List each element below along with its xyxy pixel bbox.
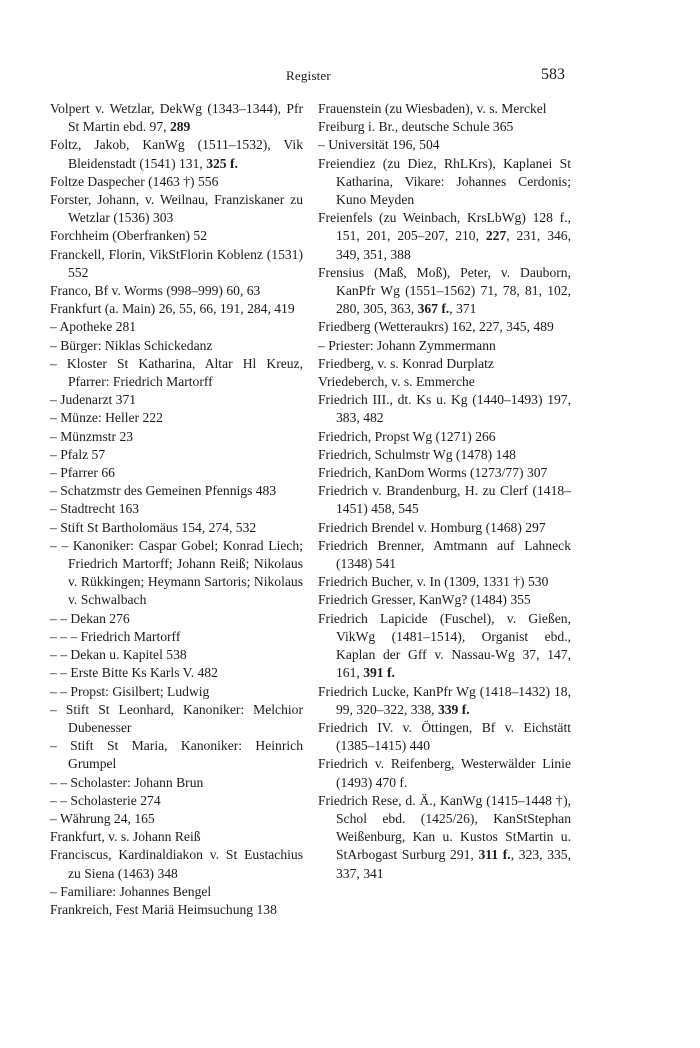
entry-text: – – Kanoniker: Caspar Gobel; Konrad Liech; Friedrich Martorff; Johann Reiß; Nikolaus v. Rükkingen; Heymann Sartoris; Nikolaus v. Schwalbach: [50, 537, 303, 608]
bold-page-ref: 311 f.: [478, 847, 511, 863]
entry-text: Franco, Bf v. Worms (998–999) 60, 63: [50, 283, 261, 299]
entry-text-tail: , 323, 335, 337, 341: [336, 847, 572, 881]
index-entry: [50, 409, 303, 427]
index-entry: [50, 391, 303, 409]
bold-page-ref: 289: [169, 119, 191, 135]
entry-text: Frankfurt, v. s. Johann Reiß: [50, 829, 201, 845]
entry-text: Friedrich Brenner, Amtmann auf Lahneck (1348) 541: [318, 537, 571, 572]
index-entry: [318, 428, 571, 446]
index-entry: [318, 537, 571, 573]
entry-text: – Stift St Leonhard, Kanoniker: Melchior Dubenesser: [50, 701, 303, 735]
bold-page-ref: 227: [485, 228, 507, 244]
entry-text-tail: , 231, 346, 349, 351, 388: [336, 228, 572, 262]
running-title: Register: [286, 68, 331, 83]
index-entry: [318, 118, 571, 136]
index-entry: [50, 300, 303, 318]
bold-page-ref: 367 f.: [417, 301, 450, 317]
entry-text: – Apotheke 281: [50, 319, 137, 335]
index-entry: [318, 482, 571, 518]
index-column-right: [318, 100, 571, 883]
entry-text: Friedrich IV. v. Öttingen, Bf v. Eichstätt (1385–1415) 440: [318, 719, 571, 754]
entry-text: Vriedeberch, v. s. Emmerche: [318, 374, 475, 390]
entry-text: Freienfels (zu Weinbach, KrsLbWg) 128 f., 151, 201, 205–207, 210,: [318, 210, 571, 244]
index-entry: [318, 355, 571, 373]
entry-text: Friedrich Lapicide (Fuschel), v. Gießen, VikWg (1481–1514), Organist ebd., Kaplan der Gff v. Nassau-Wg 37, 147, 161,: [318, 610, 571, 681]
index-entry: [318, 391, 571, 427]
index-entry: [50, 610, 303, 628]
entry-text: Friedrich Rese, d. Ä., KanWg (1415–1448 †), Schol ebd. (1425/26), KanStStephan Weißenburg, Kan u. Kustos StMartin u. StArbogast Surburg 291,: [318, 792, 571, 863]
index-entry: [318, 591, 571, 609]
index-entry: [50, 464, 303, 482]
entry-text: Frankreich, Fest Mariä Heimsuchung 138: [50, 901, 277, 917]
entry-text: – Universität 196, 504: [318, 137, 440, 153]
index-entry: [50, 482, 303, 500]
index-entry: [318, 155, 571, 210]
index-entry: [318, 683, 571, 719]
entry-text: – Pfarrer 66: [50, 465, 115, 481]
index-entry: [50, 246, 303, 282]
index-entry: [318, 373, 571, 391]
entry-text: Foltze Daspecher (1463 †) 556: [50, 173, 219, 189]
index-entry: [318, 318, 571, 336]
index-entry: [318, 100, 571, 118]
index-entry: [50, 828, 303, 846]
index-entry: [50, 701, 303, 737]
page-header: [0, 66, 700, 86]
entry-text: Franciscus, Kardinaldiakon v. St Eustachius zu Siena (1463) 348: [50, 847, 303, 881]
entry-text: – – Erste Bitte Ks Karls V. 482: [50, 665, 218, 681]
index-entry: [318, 264, 571, 319]
index-entry: [50, 664, 303, 682]
entry-text: Freiburg i. Br., deutsche Schule 365: [318, 119, 514, 135]
entry-text: Friedrich, Propst Wg (1271) 266: [318, 428, 496, 444]
page-number: 583: [541, 66, 565, 83]
index-column-left: [50, 100, 303, 919]
entry-text: Foltz, Jakob, KanWg (1511–1532), Vik Bleidenstadt (1541) 131,: [50, 137, 303, 171]
entry-text: Frankfurt (a. Main) 26, 55, 66, 191, 284, 419: [50, 301, 295, 317]
entry-text: – – – Friedrich Martorff: [50, 628, 181, 644]
entry-text: – Judenarzt 371: [50, 392, 137, 408]
index-entry: [50, 282, 303, 300]
index-entry: [318, 209, 571, 264]
index-entry: [50, 136, 303, 172]
entry-text: – Währung 24, 165: [50, 810, 155, 826]
entry-text: Friedrich Lucke, KanPfr Wg (1418–1432) 18, 99, 320–322, 338,: [318, 683, 571, 717]
entry-text-tail: , 371: [449, 301, 477, 317]
entry-text: Friedrich Gresser, KanWg? (1484) 355: [318, 592, 531, 608]
entry-text: – Stift St Maria, Kanoniker: Heinrich Grumpel: [50, 738, 303, 772]
index-entry: [318, 792, 571, 883]
entry-text: – Münze: Heller 222: [50, 410, 163, 426]
index-entry: [50, 227, 303, 245]
entry-text: – – Scholasterie 274: [50, 792, 161, 808]
entry-text: Frauenstein (zu Wiesbaden), v. s. Merckel: [318, 101, 547, 116]
index-entry: [318, 519, 571, 537]
index-entry: [50, 500, 303, 518]
entry-text: Franckell, Florin, VikStFlorin Koblenz (1531) 552: [50, 246, 303, 280]
entry-text: Friedberg, v. s. Konrad Durplatz: [318, 355, 494, 371]
entry-text: Friedrich Brendel v. Homburg (1468) 297: [318, 519, 546, 535]
index-entry: [50, 337, 303, 355]
entry-text: Friedberg (Wetteraukrs) 162, 227, 345, 489: [318, 319, 554, 335]
index-entry: [50, 737, 303, 773]
index-entry: [50, 537, 303, 610]
bold-page-ref: 325 f.: [206, 155, 238, 171]
index-entry: [318, 464, 571, 482]
index-entry: [50, 846, 303, 882]
index-entry: [50, 191, 303, 227]
index-entry: [318, 136, 571, 154]
index-entry: [50, 792, 303, 810]
entry-text: – – Dekan u. Kapitel 538: [50, 647, 187, 663]
bold-page-ref: 339 f.: [437, 701, 470, 717]
entry-text: – Pfalz 57: [50, 446, 106, 462]
index-entry: [50, 355, 303, 391]
entry-text: – Bürger: Niklas Schickedanz: [50, 337, 213, 353]
entry-text: Forchheim (Oberfranken) 52: [50, 228, 208, 244]
entry-text: Friedrich Bucher, v. In (1309, 1331 †) 530: [318, 574, 549, 590]
entry-text: Freiendiez (zu Diez, RhLKrs), Kaplanei St Katharina, Vikare: Johannes Cerdonis; Kuno Meyden: [318, 155, 571, 208]
index-entry: [50, 318, 303, 336]
index-entry: [50, 100, 303, 136]
index-entry: [318, 755, 571, 791]
index-entry: [50, 428, 303, 446]
index-entry: [50, 446, 303, 464]
entry-text: – – Scholaster: Johann Brun: [50, 774, 204, 790]
index-entry: [318, 573, 571, 591]
entry-text: Friedrich v. Reifenberg, Westerwälder Linie (1493) 470 f.: [318, 756, 571, 790]
entry-text: – – Propst: Gisilbert; Ludwig: [50, 683, 210, 699]
entry-text: – Stadtrecht 163: [50, 501, 140, 517]
entry-text: – – Dekan 276: [50, 610, 130, 626]
index-entry: [50, 810, 303, 828]
index-entry: [318, 446, 571, 464]
entry-text: – Münzmstr 23: [50, 428, 134, 444]
index-entry: [50, 901, 303, 919]
index-entry: [318, 610, 571, 683]
entry-text: – Familiare: Johannes Bengel: [50, 883, 212, 899]
entry-text: Friedrich III., dt. Ks u. Kg (1440–1493) 197, 383, 482: [318, 392, 571, 426]
entry-text: Frensius (Maß, Moß), Peter, v. Dauborn, KanPfr Wg (1551–1562) 71, 78, 81, 102, 280, 305, 363,: [318, 264, 571, 317]
entry-text: Forster, Johann, v. Weilnau, Franziskaner zu Wetzlar (1536) 303: [50, 192, 303, 226]
entry-text: Friedrich, Schulmstr Wg (1478) 148: [318, 446, 516, 462]
entry-text: – Stift St Bartholomäus 154, 274, 532: [50, 519, 257, 535]
index-entry: [50, 628, 303, 646]
index-entry: [50, 774, 303, 792]
index-entry: [50, 173, 303, 191]
entry-text: Friedrich v. Brandenburg, H. zu Clerf (1418–1451) 458, 545: [318, 483, 571, 517]
entry-text: Friedrich, KanDom Worms (1273/77) 307: [318, 465, 548, 481]
index-entry: [50, 883, 303, 901]
index-entry: [50, 646, 303, 664]
entry-text: Volpert v. Wetzlar, DekWg (1343–1344), Pfr St Martin ebd. 97,: [50, 101, 303, 135]
index-entry: [318, 337, 571, 355]
entry-text: – Kloster St Katharina, Altar Hl Kreuz, Pfarrer: Friedrich Martorff: [50, 355, 303, 390]
index-entry: [318, 719, 571, 755]
index-entry: [50, 519, 303, 537]
index-entry: [50, 683, 303, 701]
entry-text: – Priester: Johann Zymmermann: [318, 337, 496, 353]
entry-text: – Schatzmstr des Gemeinen Pfennigs 483: [50, 483, 277, 499]
bold-page-ref: 391 f.: [363, 665, 395, 681]
